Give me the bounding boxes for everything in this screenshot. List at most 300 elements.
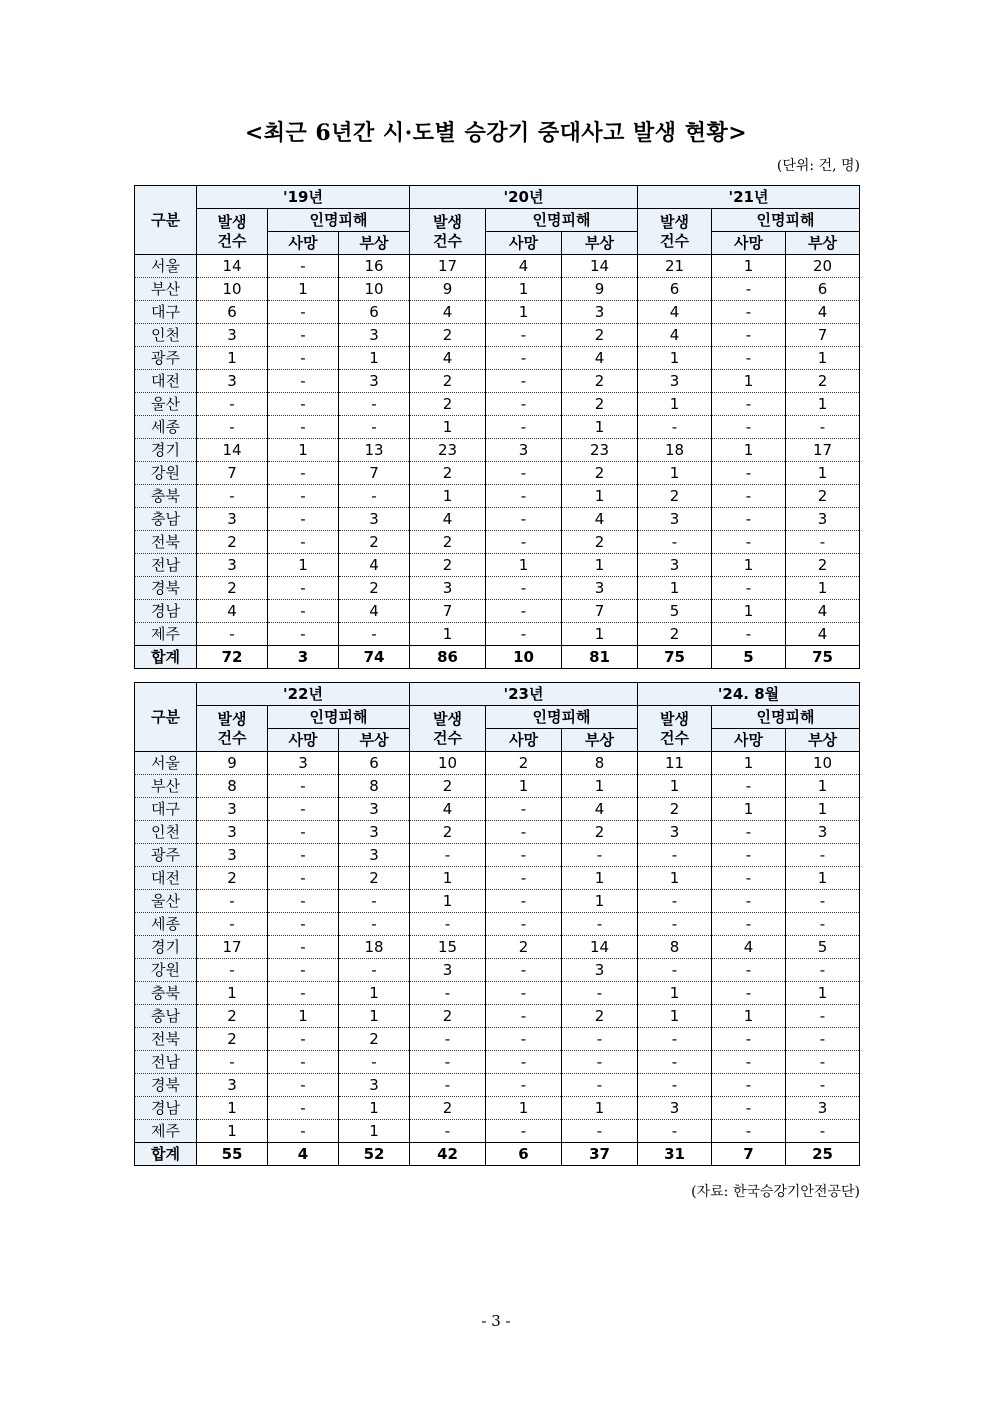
table-row [135, 577, 860, 600]
value-cell: - [712, 890, 786, 913]
source-note: (자료: 한국승강기안전공단) [691, 1184, 860, 1200]
value-cell: 2 [486, 936, 562, 959]
value-cell: - [268, 1097, 339, 1120]
casualty-header: 인명피해 [486, 706, 638, 729]
value-cell: 1 [638, 1005, 712, 1028]
total-cell: 55 [197, 1143, 268, 1166]
value-cell: 1 [339, 1005, 410, 1028]
value-cell: - [712, 485, 786, 508]
value-cell: - [486, 982, 562, 1005]
value-cell: - [268, 821, 339, 844]
value-cell: 20 [786, 255, 860, 278]
value-cell: - [638, 1074, 712, 1097]
table-row [135, 554, 860, 577]
value-cell: 3 [638, 370, 712, 393]
table-row [135, 462, 860, 485]
deaths-header: 사망 [268, 729, 339, 752]
table-row [135, 485, 860, 508]
value-cell: - [486, 508, 562, 531]
value-cell: 1 [638, 577, 712, 600]
value-cell: 3 [486, 439, 562, 462]
value-cell: 1 [268, 439, 339, 462]
total-label: 합계 [135, 1143, 197, 1166]
value-cell: 6 [638, 278, 712, 301]
value-cell: 2 [786, 554, 860, 577]
region-cell: 강원 [135, 462, 197, 485]
value-cell: 3 [339, 821, 410, 844]
value-cell: 1 [638, 867, 712, 890]
value-cell: - [712, 462, 786, 485]
value-cell: 1 [562, 890, 638, 913]
value-cell: 10 [339, 278, 410, 301]
value-cell: - [268, 867, 339, 890]
page-title: <최근 6년간 시·도별 승강기 중대사고 발생 현황> [244, 120, 748, 146]
region-cell: 제주 [135, 1120, 197, 1143]
value-cell: - [410, 1051, 486, 1074]
value-cell: 3 [638, 821, 712, 844]
region-cell: 경남 [135, 1097, 197, 1120]
total-cell: 4 [268, 1143, 339, 1166]
value-cell: - [638, 844, 712, 867]
value-cell: - [562, 982, 638, 1005]
region-cell: 광주 [135, 844, 197, 867]
value-cell: 1 [410, 867, 486, 890]
value-cell: 2 [562, 1005, 638, 1028]
casualty-header: 인명피해 [486, 209, 638, 232]
region-cell: 충남 [135, 508, 197, 531]
total-cell: 52 [339, 1143, 410, 1166]
value-cell: - [486, 798, 562, 821]
region-header: 구분 [135, 683, 197, 752]
value-cell: 1 [786, 347, 860, 370]
value-cell: - [268, 982, 339, 1005]
value-cell: 3 [339, 370, 410, 393]
value-cell: - [712, 959, 786, 982]
value-cell: 2 [197, 867, 268, 890]
value-cell: 1 [786, 393, 860, 416]
value-cell: 1 [339, 982, 410, 1005]
value-cell: 2 [410, 531, 486, 554]
value-cell: - [486, 393, 562, 416]
value-cell: - [712, 347, 786, 370]
value-cell: 1 [410, 623, 486, 646]
value-cell: 4 [410, 508, 486, 531]
value-cell: - [486, 1028, 562, 1051]
total-cell: 31 [638, 1143, 712, 1166]
value-cell: - [786, 844, 860, 867]
value-cell: 3 [410, 959, 486, 982]
value-cell: 10 [786, 752, 860, 775]
table-row [135, 1005, 860, 1028]
value-cell: - [197, 623, 268, 646]
value-cell: 2 [562, 462, 638, 485]
table-row [135, 347, 860, 370]
value-cell: 1 [486, 301, 562, 324]
value-cell: 11 [638, 752, 712, 775]
year-header: '21년 [638, 186, 860, 209]
total-cell: 7 [712, 1143, 786, 1166]
value-cell: - [786, 890, 860, 913]
value-cell: - [486, 531, 562, 554]
total-cell: 42 [410, 1143, 486, 1166]
value-cell: 3 [562, 577, 638, 600]
region-cell: 충북 [135, 485, 197, 508]
region-cell: 경기 [135, 936, 197, 959]
value-cell: 2 [410, 393, 486, 416]
value-cell: - [268, 913, 339, 936]
value-cell: 1 [410, 416, 486, 439]
casualty-header: 인명피해 [268, 209, 410, 232]
value-cell: 3 [339, 324, 410, 347]
value-cell: 4 [712, 936, 786, 959]
value-cell: 4 [562, 798, 638, 821]
value-cell: 3 [197, 370, 268, 393]
value-cell: - [197, 913, 268, 936]
region-cell: 충남 [135, 1005, 197, 1028]
table-row [135, 775, 860, 798]
value-cell: - [486, 577, 562, 600]
region-cell: 경남 [135, 600, 197, 623]
value-cell: 3 [638, 508, 712, 531]
value-cell: - [638, 959, 712, 982]
value-cell: 1 [197, 1097, 268, 1120]
value-cell: 9 [197, 752, 268, 775]
value-cell: - [638, 416, 712, 439]
value-cell: - [786, 913, 860, 936]
value-cell: 4 [786, 301, 860, 324]
region-cell: 울산 [135, 890, 197, 913]
value-cell: - [712, 1097, 786, 1120]
table-row [135, 844, 860, 867]
value-cell: - [339, 890, 410, 913]
value-cell: 1 [339, 1120, 410, 1143]
value-cell: - [197, 416, 268, 439]
value-cell: 7 [339, 462, 410, 485]
table-row [135, 439, 860, 462]
value-cell: 3 [197, 554, 268, 577]
total-cell: 74 [339, 646, 410, 669]
value-cell: - [486, 844, 562, 867]
value-cell: - [268, 623, 339, 646]
value-cell: 2 [339, 867, 410, 890]
table-row [135, 370, 860, 393]
injuries-header: 부상 [786, 729, 860, 752]
value-cell: - [786, 416, 860, 439]
value-cell: 3 [562, 301, 638, 324]
value-cell: - [486, 347, 562, 370]
region-cell: 부산 [135, 775, 197, 798]
value-cell: 2 [410, 554, 486, 577]
year-header: '23년 [410, 683, 638, 706]
value-cell: 6 [339, 301, 410, 324]
region-cell: 울산 [135, 393, 197, 416]
total-row [135, 646, 860, 669]
value-cell: - [562, 1051, 638, 1074]
value-cell: - [268, 775, 339, 798]
value-cell: - [268, 936, 339, 959]
value-cell: 2 [562, 393, 638, 416]
value-cell: - [712, 301, 786, 324]
region-cell: 세종 [135, 913, 197, 936]
value-cell: 2 [410, 324, 486, 347]
total-cell: 75 [638, 646, 712, 669]
value-cell: - [268, 416, 339, 439]
value-cell: 2 [197, 1005, 268, 1028]
value-cell: - [268, 600, 339, 623]
value-cell: - [486, 462, 562, 485]
value-cell: 1 [638, 775, 712, 798]
region-cell: 서울 [135, 752, 197, 775]
year-header: '19년 [197, 186, 410, 209]
value-cell: - [268, 1028, 339, 1051]
table-row [135, 600, 860, 623]
region-cell: 대구 [135, 301, 197, 324]
year-header: '22년 [197, 683, 410, 706]
value-cell: - [268, 959, 339, 982]
value-cell: - [197, 890, 268, 913]
value-cell: 5 [638, 600, 712, 623]
value-cell: 1 [197, 982, 268, 1005]
table-row [135, 867, 860, 890]
value-cell: 1 [562, 416, 638, 439]
value-cell: 10 [410, 752, 486, 775]
value-cell: - [786, 1051, 860, 1074]
value-cell: - [339, 1051, 410, 1074]
table-row [135, 278, 860, 301]
total-cell: 86 [410, 646, 486, 669]
value-cell: - [339, 393, 410, 416]
value-cell: - [786, 959, 860, 982]
total-cell: 10 [486, 646, 562, 669]
value-cell: 1 [268, 554, 339, 577]
value-cell: 1 [410, 485, 486, 508]
deaths-header: 사망 [712, 232, 786, 255]
table-row [135, 301, 860, 324]
value-cell: - [562, 844, 638, 867]
region-cell: 서울 [135, 255, 197, 278]
region-cell: 대전 [135, 370, 197, 393]
region-cell: 전남 [135, 554, 197, 577]
injuries-header: 부상 [786, 232, 860, 255]
value-cell: 1 [638, 462, 712, 485]
value-cell: 14 [562, 255, 638, 278]
value-cell: 7 [410, 600, 486, 623]
value-cell: 4 [410, 347, 486, 370]
value-cell: 2 [638, 623, 712, 646]
value-cell: - [268, 255, 339, 278]
value-cell: - [486, 1120, 562, 1143]
value-cell: 1 [268, 278, 339, 301]
cases-header: 발생 건수 [410, 706, 486, 752]
table-row [135, 1120, 860, 1143]
deaths-header: 사망 [486, 729, 562, 752]
value-cell: 1 [562, 775, 638, 798]
value-cell: 16 [339, 255, 410, 278]
value-cell: 2 [410, 1005, 486, 1028]
value-cell: 9 [562, 278, 638, 301]
value-cell: - [562, 1074, 638, 1097]
value-cell: 1 [712, 752, 786, 775]
table-row [135, 1074, 860, 1097]
region-cell: 강원 [135, 959, 197, 982]
value-cell: 17 [197, 936, 268, 959]
deaths-header: 사망 [486, 232, 562, 255]
value-cell: - [410, 1074, 486, 1097]
value-cell: 1 [562, 554, 638, 577]
value-cell: - [486, 1051, 562, 1074]
value-cell: 2 [638, 485, 712, 508]
region-cell: 경북 [135, 1074, 197, 1097]
value-cell: - [268, 462, 339, 485]
value-cell: 23 [410, 439, 486, 462]
value-cell: - [339, 485, 410, 508]
stats-table-2019-2021 [134, 185, 860, 669]
value-cell: - [268, 1051, 339, 1074]
value-cell: 2 [786, 370, 860, 393]
value-cell: 8 [562, 752, 638, 775]
value-cell: - [410, 982, 486, 1005]
value-cell: 1 [786, 867, 860, 890]
casualty-header: 인명피해 [268, 706, 410, 729]
value-cell: 2 [339, 1028, 410, 1051]
value-cell: 2 [562, 370, 638, 393]
stats-table-2022-2024 [134, 682, 860, 1166]
value-cell: - [410, 913, 486, 936]
casualty-header: 인명피해 [712, 209, 860, 232]
value-cell: - [410, 844, 486, 867]
value-cell: - [712, 1028, 786, 1051]
value-cell: - [486, 1074, 562, 1097]
value-cell: - [638, 1120, 712, 1143]
value-cell: - [268, 1120, 339, 1143]
value-cell: 1 [562, 485, 638, 508]
value-cell: - [486, 867, 562, 890]
value-cell: 1 [486, 1097, 562, 1120]
value-cell: 6 [786, 278, 860, 301]
year-header: '24. 8월 [638, 683, 860, 706]
region-cell: 세종 [135, 416, 197, 439]
value-cell: 1 [638, 393, 712, 416]
value-cell: - [712, 982, 786, 1005]
value-cell: 5 [786, 936, 860, 959]
value-cell: 6 [339, 752, 410, 775]
total-row [135, 1143, 860, 1166]
year-header: '20년 [410, 186, 638, 209]
value-cell: - [712, 623, 786, 646]
value-cell: - [268, 577, 339, 600]
value-cell: 7 [197, 462, 268, 485]
value-cell: 4 [562, 347, 638, 370]
value-cell: - [339, 959, 410, 982]
value-cell: 2 [339, 577, 410, 600]
value-cell: - [638, 913, 712, 936]
value-cell: 2 [562, 531, 638, 554]
value-cell: 3 [268, 752, 339, 775]
value-cell: - [268, 1074, 339, 1097]
value-cell: 1 [712, 439, 786, 462]
value-cell: 4 [486, 255, 562, 278]
value-cell: 2 [562, 324, 638, 347]
value-cell: - [712, 531, 786, 554]
value-cell: 17 [786, 439, 860, 462]
value-cell: - [339, 416, 410, 439]
value-cell: 7 [786, 324, 860, 347]
value-cell: - [712, 775, 786, 798]
total-cell: 5 [712, 646, 786, 669]
value-cell: - [638, 1028, 712, 1051]
page-number: - 3 - [481, 1312, 511, 1330]
value-cell: 18 [339, 936, 410, 959]
value-cell: 8 [638, 936, 712, 959]
value-cell: 4 [562, 508, 638, 531]
table-row [135, 623, 860, 646]
table-row [135, 936, 860, 959]
value-cell: 10 [197, 278, 268, 301]
table-row [135, 1028, 860, 1051]
total-cell: 75 [786, 646, 860, 669]
value-cell: 17 [410, 255, 486, 278]
value-cell: - [486, 890, 562, 913]
value-cell: - [268, 370, 339, 393]
value-cell: 8 [197, 775, 268, 798]
region-cell: 제주 [135, 623, 197, 646]
value-cell: 1 [268, 1005, 339, 1028]
value-cell: - [786, 1028, 860, 1051]
value-cell: 3 [638, 554, 712, 577]
value-cell: 4 [339, 554, 410, 577]
region-cell: 인천 [135, 324, 197, 347]
value-cell: - [712, 1074, 786, 1097]
value-cell: 13 [339, 439, 410, 462]
value-cell: 3 [638, 1097, 712, 1120]
table-row [135, 913, 860, 936]
value-cell: - [268, 844, 339, 867]
value-cell: - [786, 531, 860, 554]
value-cell: - [486, 623, 562, 646]
value-cell: - [638, 531, 712, 554]
value-cell: - [712, 821, 786, 844]
table-row [135, 752, 860, 775]
table-row [135, 508, 860, 531]
value-cell: 1 [786, 462, 860, 485]
value-cell: 1 [339, 347, 410, 370]
value-cell: 6 [197, 301, 268, 324]
region-cell: 전북 [135, 1028, 197, 1051]
value-cell: 1 [712, 554, 786, 577]
table-row [135, 982, 860, 1005]
total-cell: 37 [562, 1143, 638, 1166]
value-cell: 1 [339, 1097, 410, 1120]
value-cell: - [786, 1074, 860, 1097]
value-cell: - [562, 913, 638, 936]
value-cell: 1 [638, 347, 712, 370]
value-cell: - [712, 867, 786, 890]
value-cell: 3 [339, 508, 410, 531]
region-header: 구분 [135, 186, 197, 255]
value-cell: 4 [786, 623, 860, 646]
value-cell: 1 [712, 255, 786, 278]
value-cell: 1 [486, 775, 562, 798]
cases-header: 발생 건수 [410, 209, 486, 255]
table-row [135, 959, 860, 982]
value-cell: 2 [486, 752, 562, 775]
value-cell: 4 [410, 798, 486, 821]
region-cell: 경북 [135, 577, 197, 600]
value-cell: 1 [786, 982, 860, 1005]
value-cell: 1 [486, 554, 562, 577]
value-cell: - [268, 798, 339, 821]
region-cell: 전남 [135, 1051, 197, 1074]
